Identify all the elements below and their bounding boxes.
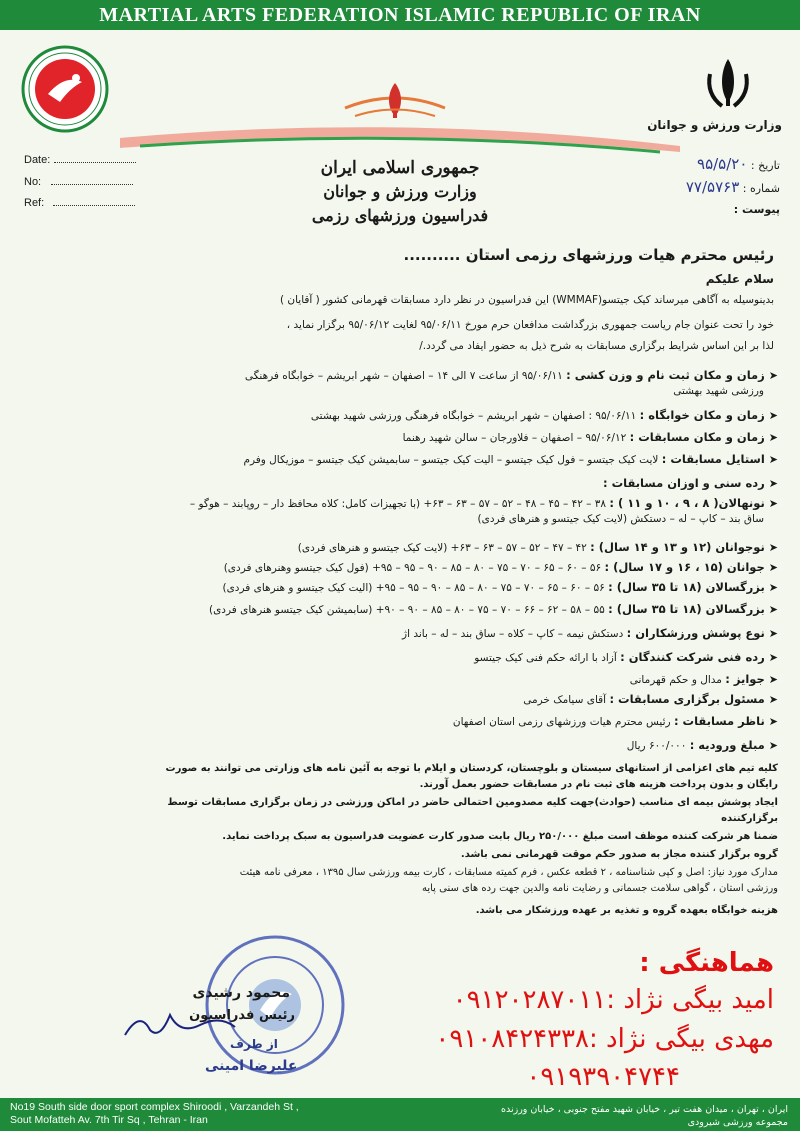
condition-label: زمان و مکان خوابگاه :: [639, 408, 765, 422]
condition-item: [26, 560, 778, 576]
date-field: Date:: [24, 154, 136, 166]
intro-paragraph-1: بدینوسیله به آگاهی میرساند کیک جیتسو(WMMAF) این فدراسیون در نظر دارد مسابقات قهرمانی کشور ( آقایان ): [279, 294, 774, 306]
condition-value: ۵۵ – ۵۸ – ۶۲ – ۶۶ – ۷۰ – ۷۵ – ۸۰ – ۸۵ – ۹۰ – ۹۰+ (سابمیشن کیک جیتسو هنرهای فردی): [208, 604, 605, 616]
attachment-meta: پیوست :: [733, 203, 780, 216]
salutation: سلام علیکم: [705, 272, 774, 286]
bullet-arrow-icon: ➤: [768, 477, 778, 490]
condition-label: بزرگسالان (۱۸ تا ۳۵ سال) :: [608, 580, 765, 594]
condition-label: رده فنی شرکت کنندگان :: [620, 650, 765, 664]
note-line: ایجاد پوشش بیمه ای مناسب (حوادث)جهت کلیه مصدومین احتمالی حاضر در اماکن ورزشی در زمان برگزاری مسابقات توسط: [167, 797, 778, 808]
condition-item: [26, 580, 778, 596]
date-value: ۹۵/۵/۲۰: [697, 155, 748, 173]
condition-value: ۵۶ – ۶۰ – ۶۵ – ۷۰ – ۷۵ – ۸۰ – ۸۵ – ۹۰ – ۹۵ – ۹۵+ (الیت کیک جیتسو و هنرهای فردی): [222, 582, 605, 594]
note-line: کلیه تیم های اعزامی از استانهای سیستان و بلوچستان، کردستان و ایلام با توجه به آئین نامه های وزارتی می توانند به صورت: [165, 763, 778, 774]
condition-value: ۹۵/۰۶/۱۱ از ساعت ۷ الی ۱۴ – اصفهان – شهر ابریشم – خوابگاه فرهنگی: [244, 370, 563, 382]
title-line-3: فدراسیون ورزشهای رزمی: [311, 206, 489, 225]
bullet-arrow-icon: ➤: [768, 627, 778, 640]
bullet-arrow-icon: ➤: [768, 739, 778, 752]
condition-label: استایل مسابقات :: [661, 452, 765, 466]
condition-value: رئیس محترم هیات ورزشهای رزمی استان اصفهان: [452, 716, 671, 728]
condition-value: دستکش نیمه – کاپ – کلاه – ساق بند – له – باند اژ: [402, 628, 624, 640]
bullet-arrow-icon: ➤: [768, 673, 778, 686]
condition-value: آزاد با ارائه حکم فنی کیک جیتسو: [474, 652, 617, 664]
on-behalf-label: از طرف: [230, 1037, 278, 1051]
letterhead-title: MARTIAL ARTS FEDERATION ISLAMIC REPUBLIC OF IRAN: [99, 4, 701, 26]
bullet-arrow-icon: ➤: [768, 453, 778, 466]
condition-value: ۵۶ – ۶۰ – ۶۵ – ۷۰ – ۷۵ – ۸۰ – ۸۵ – ۹۰ – ۹۵ – ۹۵+ (فول کیک جیتسو وهنرهای فردی): [223, 562, 602, 574]
bullet-arrow-icon: ➤: [768, 651, 778, 664]
contact-line-1: امید بیگی نژاد :۰۹۱۲۰۲۸۷۰۱۱: [452, 985, 774, 1015]
bullet-arrow-icon: ➤: [768, 369, 778, 382]
signatory-name: محمود رشیدی: [192, 985, 290, 1001]
contact-line-2: مهدی بیگی نژاد :۰۹۱۰۸۴۲۴۳۳۸: [435, 1024, 774, 1054]
condition-value: لایت کیک جیتسو – فول کیک جیتسو – الیت کیک جیتسو – سابمیشن کیک جیتسو – موزیکال وفرم: [243, 454, 659, 466]
condition-value: آقای سیامک خرمی: [523, 694, 607, 706]
condition-label: مبلغ ورودیه :: [689, 738, 765, 752]
bullet-arrow-icon: ➤: [768, 497, 778, 510]
bullet-arrow-icon: ➤: [768, 409, 778, 422]
condition-label: نوجوانان (۱۲ و ۱۳ و ۱۴ سال) :: [590, 540, 765, 554]
condition-label: جوایز :: [725, 672, 765, 686]
condition-label: ناظر مسابقات :: [673, 714, 765, 728]
decorative-swoosh: [120, 118, 680, 158]
condition-continuation: ورزشی شهید بهشتی: [673, 385, 764, 397]
bullet-arrow-icon: ➤: [768, 581, 778, 594]
title-line-1: جمهوری اسلامی ایران: [320, 158, 480, 178]
note-line: هزینه خوابگاه بعهده گروه و تغذیه بر عهده ورزشکار می باشد.: [475, 905, 778, 916]
note-line: مدارک مورد نیاز: اصل و کپی شناسنامه ، ۲ قطعه عکس ، فرم کمیته مسابقات ، کارت بیمه ورزشی سال ۱۳۹۵ ، معرفی نامه هیئت: [239, 867, 778, 878]
contact-line-3: ۰۹۱۹۳۹۰۴۷۴۴: [526, 1062, 680, 1092]
ministry-emblem-icon: [696, 54, 760, 114]
note-line: برگزارکننده: [721, 813, 778, 824]
bullet-arrow-icon: ➤: [768, 541, 778, 554]
condition-value: ۹۵/۰۶/۱۱ : اصفهان – شهر ابریشم – خوابگاه فرهنگی ورزشی شهید بهشتی: [310, 410, 637, 422]
date-meta: تاریخ : ۹۵/۵/۲۰: [697, 155, 780, 173]
bullet-arrow-icon: ➤: [768, 561, 778, 574]
condition-label: زمان و مکان ثبت نام و وزن کشی :: [566, 368, 765, 382]
number-meta: شماره : ۷۷/۵۷۶۳: [685, 178, 780, 196]
signatory-role: رئیس فدراسیون: [189, 1008, 295, 1023]
condition-item: [26, 408, 778, 424]
footer-banner: [0, 1098, 800, 1131]
note-line: ورزشی استان ، گواهی سلامت جسمانی و رضایت نامه والدین جهت رده های سنی پایه: [421, 883, 778, 894]
condition-value: ۹۵/۰۶/۱۲ – اصفهان – فلاورجان – سالن شهید رهنما: [402, 432, 627, 444]
ref-field: Ref:: [24, 197, 135, 209]
bullet-arrow-icon: ➤: [768, 715, 778, 728]
intro-paragraph-2: خود را تحت عنوان جام ریاست جمهوری بزرگداشت مدافعان حرم مورخ ۹۵/۰۶/۱۱ لغایت ۹۵/۰۶/۱۲ برگزار نماید ،: [286, 319, 774, 331]
condition-item: [26, 476, 778, 492]
condition-item: [26, 430, 778, 446]
footer-address-en: No19 South side door sport complex Shiroodi , Varzandeh St , Sout Mofatteh Av. 7th Tir Sq , Tehran - Iran: [10, 1101, 299, 1126]
condition-label: مسئول برگزاری مسابقات :: [609, 692, 765, 706]
condition-label: زمان و مکان مسابقات :: [629, 430, 765, 444]
intro-paragraph-3: لذا بر این اساس شرایط برگزاری مسابقات به شرح ذیل به حضور ایفاد می گردد./: [419, 340, 774, 352]
bullet-arrow-icon: ➤: [768, 603, 778, 616]
condition-continuation: ساق بند – کاپ – له – دستکش (لایت کیک جیتسو و هنرهای فردی): [477, 513, 764, 525]
condition-label: نوع پوشش ورزشکاران :: [626, 626, 765, 640]
note-line: ضمنا هر شرکت کننده موظف است مبلغ ۲۵۰/۰۰۰ ریال بابت صدور کارت عضویت فدراسیون به سبک پرداخت نماید.: [222, 831, 778, 842]
bullet-arrow-icon: ➤: [768, 693, 778, 706]
condition-item: [26, 738, 778, 754]
condition-value: ۶۰۰/۰۰۰ ریال: [626, 740, 687, 752]
addressee: رئیس محترم هیات ورزشهای رزمی استان ..........: [403, 246, 774, 264]
signer-name: علیرضا امینی: [205, 1058, 298, 1074]
number-field: No:: [24, 176, 133, 188]
condition-item: [26, 452, 778, 468]
number-value: ۷۷/۵۷۶۳: [685, 178, 740, 196]
condition-value: مدال و حکم قهرمانی: [629, 674, 722, 686]
condition-item: [26, 692, 778, 708]
condition-item: [26, 368, 778, 399]
condition-item: [26, 672, 778, 688]
condition-label: نونهالان( ۸ ، ۹ ، ۱۰ و ۱۱ ) :: [609, 496, 765, 510]
condition-label: رده سنی و اوزان مسابقات :: [602, 476, 765, 490]
title-line-2: وزارت ورزش و جوانان: [323, 182, 477, 201]
condition-item: [26, 626, 778, 642]
contact-title: هماهنگی :: [639, 948, 774, 978]
condition-label: بزرگسالان (۱۸ تا ۳۵ سال) :: [608, 602, 765, 616]
condition-value: ۴۲ – ۴۷ – ۵۲ – ۵۷ – ۶۳ – ۶۳+ (لایت کیک جیتسو و هنرهای فردی): [297, 542, 587, 554]
letterhead-banner: [0, 0, 800, 30]
condition-item: [26, 540, 778, 556]
ministry-name: وزارت ورزش و جوانان: [647, 118, 782, 132]
footer-address-fa: ایران ، تهران ، میدان هفت تیر ، خیابان شهید مفتح جنوبی ، خیابان ورزنده مجموعه ورزشی شیرودی: [501, 1104, 788, 1128]
condition-item: [26, 602, 778, 618]
note-line: گروه برگزار کننده مجاز به صدور حکم موقت قهرمانی نمی باشد.: [460, 849, 778, 860]
bullet-arrow-icon: ➤: [768, 431, 778, 444]
condition-value: ۳۸ – ۴۲ – ۴۵ – ۴۸ – ۵۲ – ۵۷ – ۶۳ – ۶۳+ (با تجهیزات کامل: کلاه محافظ دار – روپابند – هوگو –: [189, 498, 607, 510]
note-line: رایگان و بدون پرداخت هزینه های ثبت نام در مسابقات حضور بعمل آورند.: [419, 779, 778, 790]
federation-logo: [20, 44, 110, 134]
condition-item: [26, 714, 778, 730]
condition-label: جوانان (۱۵ ، ۱۶ و ۱۷ سال) :: [604, 560, 765, 574]
condition-item: [26, 650, 778, 666]
condition-item: [26, 496, 778, 527]
